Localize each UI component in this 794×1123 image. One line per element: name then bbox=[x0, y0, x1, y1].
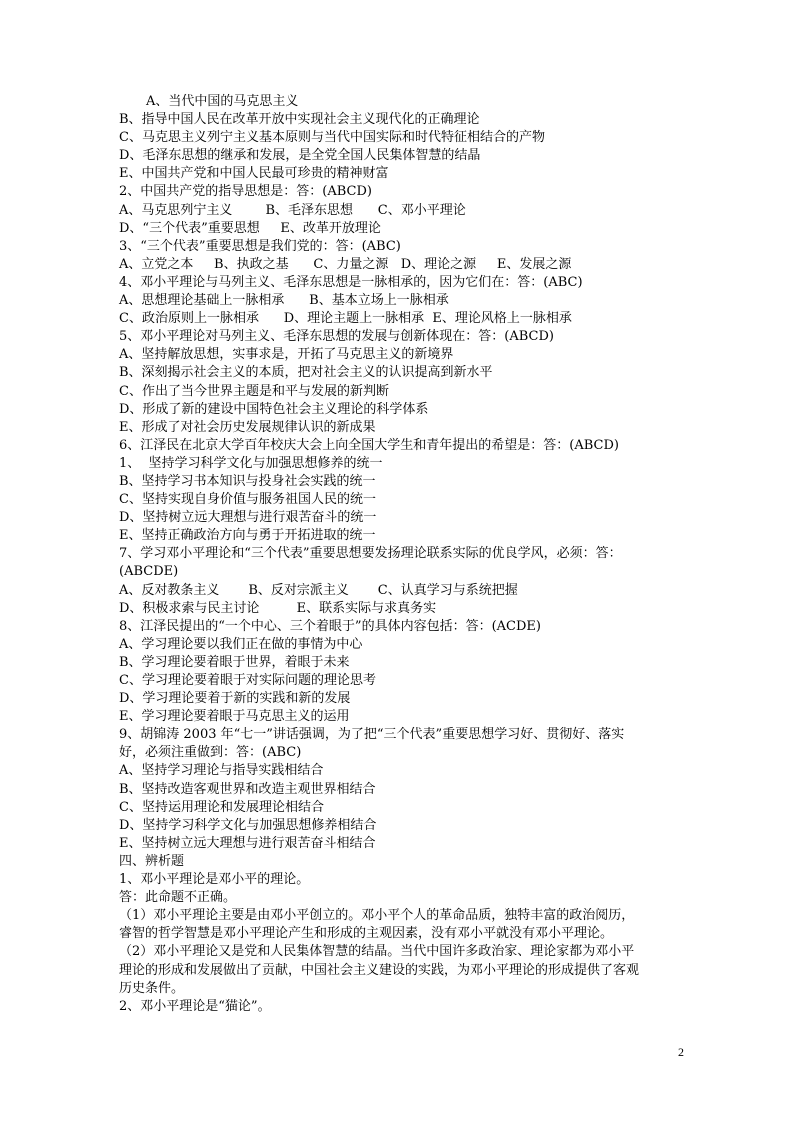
section-heading: 四、辨析题 bbox=[119, 853, 185, 869]
text-line: C、政治原则上一脉相承 D、理论主题上一脉相承 E、理论风格上一脉相承 bbox=[119, 311, 572, 327]
text-line: E、形成了对社会历史发展规律认识的新成果 bbox=[119, 419, 376, 435]
question-line: 1、邓小平理论是邓小平的理论。 bbox=[119, 872, 310, 888]
text-line: E、中国共产党和中国人民最可珍贵的精神财富 bbox=[119, 166, 389, 182]
text-line: A、当代中国的马克思主义 bbox=[146, 94, 299, 109]
text-line: A、立党之本 B、执政之基 C、力量之源 D、理论之源 E、发展之源 bbox=[119, 256, 572, 272]
text-line: D、“三个代表”重要思想 E、改革开放理论 bbox=[119, 220, 381, 236]
question-line: 4、邓小平理论与马列主义、毛泽东思想是一脉相承的，因为它们在：答：(ABC) bbox=[119, 274, 583, 290]
text-line: (ABCDE) bbox=[119, 564, 179, 580]
text-line: C、作出了当今世界主题是和平与发展的新判断 bbox=[119, 383, 389, 399]
text-line: D、积极求索与民主讨论 E、联系实际与求真务实 bbox=[119, 600, 437, 616]
text-line: 好，必须注重做到：答：(ABC) bbox=[119, 745, 302, 761]
question-line: 3、“三个代表”重要思想是我们党的：答：(ABC) bbox=[119, 238, 401, 254]
question-line: 6、江泽民在北京大学百年校庆大会上向全国大学生和青年提出的希望是：答：(ABCD) bbox=[119, 437, 619, 453]
text-line: B、指导中国人民在改革开放中实现社会主义现代化的正确理论 bbox=[119, 112, 480, 128]
text-line: A、马克思列宁主义 B、毛泽东思想 C、邓小平理论 bbox=[119, 202, 466, 218]
text-line: E、学习理论要着眼于马克思主义的运用 bbox=[119, 709, 350, 725]
text-line: C、坚持运用理论和发展理论相结合 bbox=[119, 799, 324, 815]
question-line: 2、中国共产党的指导思想是：答：(ABCD) bbox=[119, 184, 372, 200]
question-line: 8、江泽民提出的“一个中心、三个着眼于”的具体内容包括：答：(ACDE) bbox=[119, 618, 541, 634]
text-line: D、坚持学习科学文化与加强思想修养相结合 bbox=[119, 817, 377, 833]
text-line: 睿智的哲学智慧是邓小平理论产生和形成的主观因素，没有邓小平就没有邓小平理论。 bbox=[119, 926, 614, 942]
text-line: A、反对教条主义 B、反对宗派主义 C、认真学习与系统把握 bbox=[119, 582, 518, 598]
text-line: C、学习理论要着眼于对实际问题的理论思考 bbox=[119, 673, 376, 688]
question-line: 5、邓小平理论对马列主义、毛泽东思想的发展与创新体现在：答：(ABCD) bbox=[119, 329, 554, 345]
text-line: C、马克思主义列宁主义基本原则与当代中国实际和时代特征相结合的产物 bbox=[119, 130, 545, 146]
text-line: E、坚持正确政治方向与勇于开拓进取的统一 bbox=[119, 528, 376, 544]
text-line: A、思想理论基础上一脉相承 B、基本立场上一脉相承 bbox=[119, 293, 449, 309]
question-line: 9、胡锦涛 2003 年“七一”讲话强调，为了把“三个代表”重要思想学习好、贯彻好、落实 bbox=[119, 727, 625, 743]
text-line: B、坚持学习书本知识与投身社会实践的统一 bbox=[119, 473, 376, 489]
text-line: 理论的形成和发展做出了贡献，中国社会主义建设的实践，为邓小平理论的形成提供了客观 bbox=[119, 962, 640, 978]
text-line: 1、 坚持学习科学文化与加强思想修养的统一 bbox=[119, 455, 383, 471]
text-line: C、坚持实现自身价值与服务祖国人民的统一 bbox=[119, 492, 376, 508]
text-line: B、深刻揭示社会主义的本质，把对社会主义的认识提高到新水平 bbox=[119, 365, 493, 381]
text-line: （1）邓小平理论主要是由邓小平创立的。邓小平个人的革命品质，独特丰富的政治阅历， bbox=[119, 908, 635, 924]
text-line: D、学习理论要着于新的实践和新的发展 bbox=[119, 691, 351, 707]
text-line: 历史条件。 bbox=[119, 980, 185, 996]
text-line: A、坚持学习理论与指导实践相结合 bbox=[119, 763, 324, 779]
question-line: 2、邓小平理论是“猫论”。 bbox=[119, 998, 271, 1014]
question-line: 7、学习邓小平理论和“三个代表”重要思想要发扬理论联系实际的优良学风，必须：答： bbox=[119, 546, 622, 562]
text-line: A、学习理论要以我们正在做的事情为中心 bbox=[119, 636, 363, 652]
text-line: （2）邓小平理论又是党和人民集体智慧的结晶。当代中国许多政治家、理论家都为邓小平 bbox=[119, 944, 635, 960]
text-line: A、坚持解放思想，实事求是，开拓了马克思主义的新境界 bbox=[119, 347, 454, 363]
text-line: D、形成了新的建设中国特色社会主义理论的科学体系 bbox=[119, 401, 429, 417]
page-number: 2 bbox=[678, 1045, 684, 1059]
text-line: E、坚持树立远大理想与进行艰苦奋斗相结合 bbox=[119, 835, 376, 851]
text-line: 答：此命题不正确。 bbox=[119, 890, 237, 906]
text-line: B、学习理论要着眼于世界，着眼于未来 bbox=[119, 654, 350, 670]
text-line: D、毛泽东思想的继承和发展，是全党全国人民集体智慧的结晶 bbox=[119, 148, 481, 164]
text-line: B、坚持改造客观世界和改造主观世界相结合 bbox=[119, 781, 376, 797]
text-line: D、坚持树立远大理想与进行艰苦奋斗的统一 bbox=[119, 510, 377, 526]
document-body bbox=[119, 93, 679, 1016]
